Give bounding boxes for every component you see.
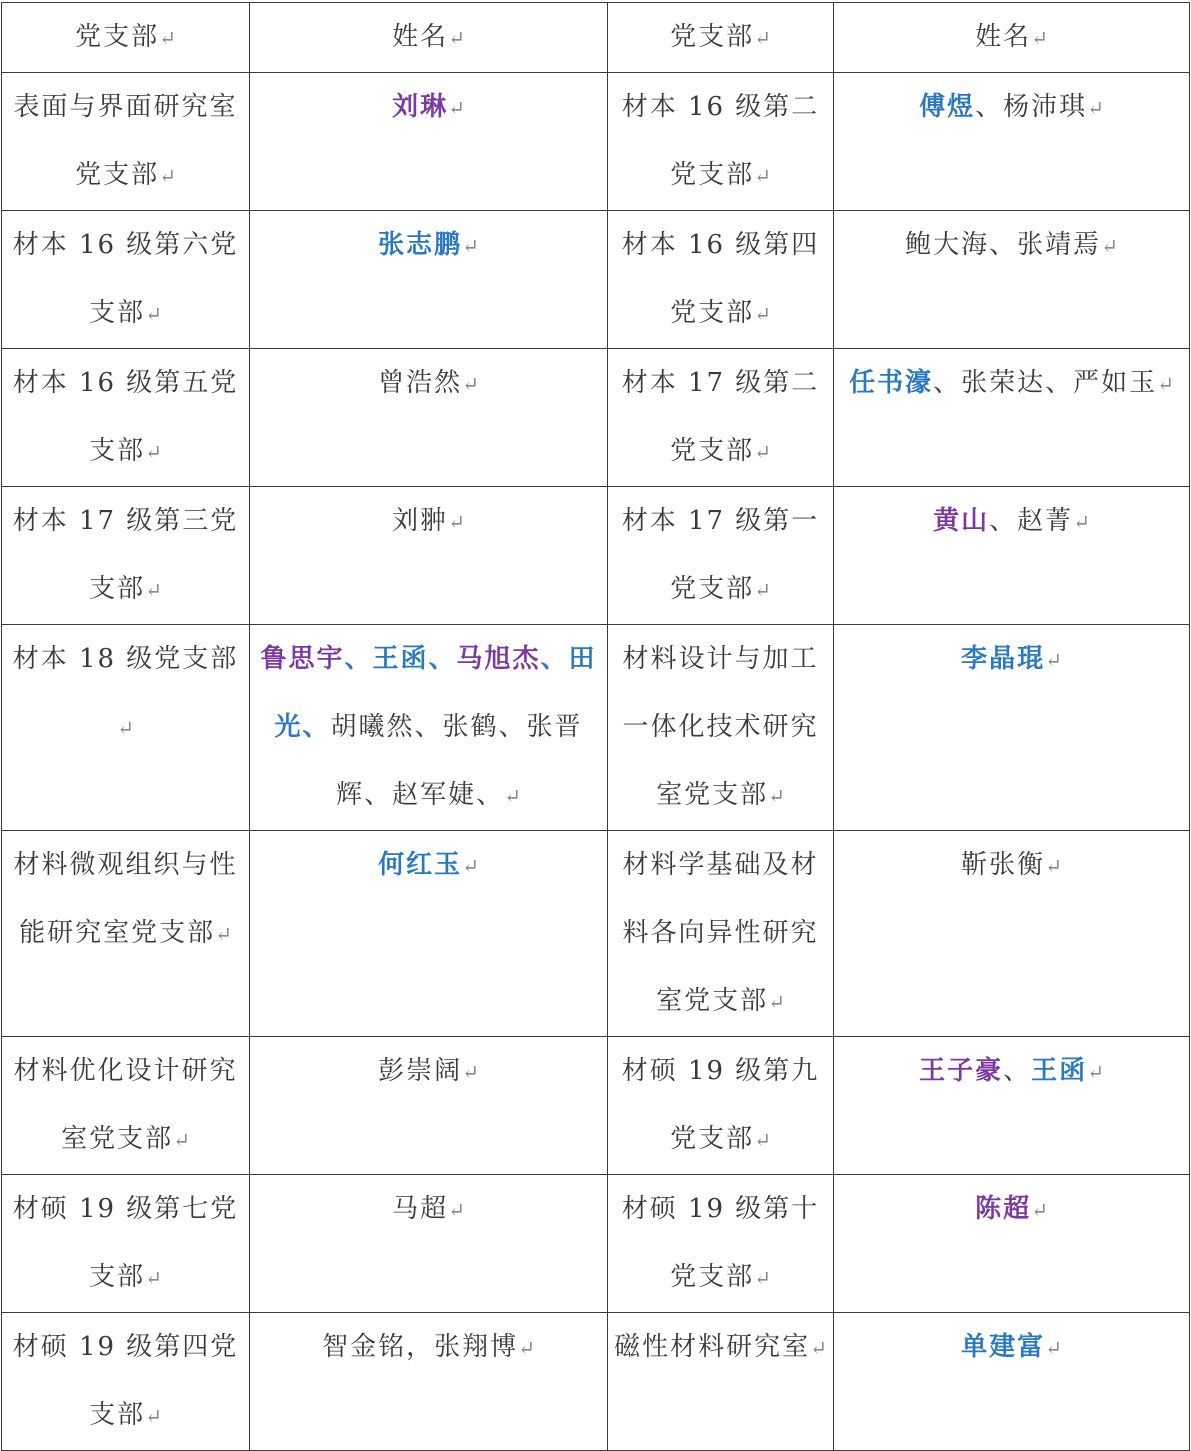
member-text [834, 1175, 1189, 1244]
return-mark-icon: ↵ [448, 26, 465, 50]
branch-name: 材料优化设计研究室党支部 [13, 1056, 238, 1154]
branch-cell [2, 73, 250, 211]
member-cell [250, 487, 608, 625]
branch-name: 材硕 19 级第九党支部 [621, 1056, 820, 1154]
branch-name: 材本 16 级第二党支部 [621, 92, 820, 190]
header-branch-label: 党支部 [75, 22, 160, 52]
branch-text [2, 487, 249, 624]
roster-body [2, 3, 1190, 1451]
table-row [2, 73, 1190, 211]
branch-name: 材硕 19 级第十党支部 [621, 1194, 820, 1292]
branch-text [2, 73, 249, 210]
table-row [2, 1175, 1190, 1313]
member-cell [250, 1037, 608, 1175]
member-name: 鲍大海、张靖焉 [905, 230, 1102, 260]
return-mark-icon: ↵ [173, 1128, 190, 1152]
member-name: 马旭杰 [456, 644, 541, 674]
member-name: 黄山 [933, 506, 990, 536]
return-mark-icon: ↵ [462, 372, 479, 396]
member-name: 、 [1003, 1056, 1032, 1086]
branch-cell [2, 1037, 250, 1175]
member-name: 智金铭，张翔博 [322, 1332, 519, 1362]
member-cell [834, 1313, 1190, 1451]
return-mark-icon: ↵ [754, 578, 771, 602]
branch-name: 磁性材料研究室 [614, 1332, 811, 1362]
member-text [250, 349, 607, 418]
return-mark-icon: ↵ [768, 784, 785, 808]
member-name: 曾浩然 [378, 368, 463, 398]
return-mark-icon: ↵ [448, 1198, 465, 1222]
return-mark-icon: ↵ [754, 1128, 771, 1152]
return-mark-icon: ↵ [145, 302, 162, 326]
member-name: 、 [540, 644, 569, 674]
return-mark-icon: ↵ [768, 990, 785, 1014]
branch-cell [2, 1313, 250, 1451]
table-row [2, 349, 1190, 487]
header-name-2 [834, 3, 1190, 73]
branch-cell [2, 487, 250, 625]
member-name: 、 [975, 92, 1004, 122]
table-row [2, 831, 1190, 1037]
branch-cell [608, 1175, 834, 1313]
branch-name: 材硕 19 级第七党支部 [12, 1194, 239, 1292]
branch-text [608, 211, 833, 348]
member-cell [250, 625, 608, 831]
table-row [2, 1313, 1190, 1451]
member-name: 鲁思宇 [260, 644, 345, 674]
branch-name: 材料设计与加工一体化技术研究室党支部 [622, 644, 819, 810]
member-cell [834, 349, 1190, 487]
return-mark-icon: ↵ [145, 1404, 162, 1428]
member-cell [250, 1175, 608, 1313]
return-mark-icon: ↵ [810, 1336, 827, 1360]
table-row [2, 211, 1190, 349]
branch-text [2, 625, 249, 762]
branch-text [608, 487, 833, 624]
return-mark-icon: ↵ [159, 26, 176, 50]
branch-text [2, 1037, 249, 1174]
branch-name: 材本 18 级党支部 [12, 644, 239, 674]
branch-name: 材本 16 级第六党支部 [12, 230, 239, 328]
member-cell [834, 211, 1190, 349]
return-mark-icon: ↵ [1045, 648, 1062, 672]
return-mark-icon: ↵ [117, 716, 134, 740]
return-mark-icon: ↵ [145, 440, 162, 464]
return-mark-icon: ↵ [462, 854, 479, 878]
return-mark-icon: ↵ [1031, 1198, 1048, 1222]
member-text [834, 625, 1189, 694]
member-text [250, 487, 607, 556]
table-row [2, 625, 1190, 831]
branch-text [608, 73, 833, 210]
branch-name: 材料学基础及材料各向异性研究室党支部 [622, 850, 819, 1016]
branch-text [608, 1313, 833, 1382]
return-mark-icon: ↵ [1073, 510, 1090, 534]
member-name: 、张荣达、严如玉 [933, 368, 1158, 398]
return-mark-icon: ↵ [1087, 1060, 1104, 1084]
branch-text [608, 349, 833, 486]
member-cell [834, 487, 1190, 625]
return-mark-icon: ↵ [462, 234, 479, 258]
header-row [2, 3, 1190, 73]
member-cell [250, 1313, 608, 1451]
return-mark-icon: ↵ [1045, 1336, 1062, 1360]
branch-text [2, 1175, 249, 1312]
return-mark-icon: ↵ [754, 440, 771, 464]
branch-name: 材本 17 级第一党支部 [621, 506, 820, 604]
member-name: 靳张衡 [961, 850, 1046, 880]
member-cell [834, 831, 1190, 1037]
branch-text [608, 1037, 833, 1174]
member-name: 刘琳 [392, 92, 449, 122]
branch-name: 材硕 19 级第四党支部 [12, 1332, 239, 1430]
return-mark-icon: ↵ [145, 1266, 162, 1290]
branch-cell [608, 625, 834, 831]
member-cell [250, 349, 608, 487]
return-mark-icon: ↵ [462, 1060, 479, 1084]
return-mark-icon: ↵ [145, 578, 162, 602]
member-cell [250, 73, 608, 211]
header-name-label: 姓名 [392, 22, 449, 52]
branch-text [608, 625, 833, 830]
member-name: 何红玉 [378, 850, 463, 880]
return-mark-icon: ↵ [754, 302, 771, 326]
member-name: 李晶琨 [961, 644, 1046, 674]
branch-text [608, 1175, 833, 1312]
member-name: 彭崇阔 [378, 1056, 463, 1086]
branch-text [2, 211, 249, 348]
branch-cell [608, 487, 834, 625]
return-mark-icon: ↵ [448, 96, 465, 120]
return-mark-icon: ↵ [1045, 854, 1062, 878]
branch-cell [608, 73, 834, 211]
branch-cell [2, 211, 250, 349]
branch-cell [2, 625, 250, 831]
member-text [834, 73, 1189, 142]
branch-name: 表面与界面研究室党支部 [13, 92, 238, 190]
branch-name: 材料微观组织与性能研究室党支部 [13, 850, 238, 948]
branch-name: 材本 16 级第五党支部 [12, 368, 239, 466]
member-text [250, 211, 607, 280]
branch-cell [608, 211, 834, 349]
member-text [250, 73, 607, 142]
member-cell [834, 73, 1190, 211]
member-name: 田光 [274, 644, 597, 742]
member-name: 王子豪 [919, 1056, 1004, 1086]
member-name: 、 [302, 712, 331, 742]
return-mark-icon: ↵ [504, 784, 521, 808]
member-name: 王函 [1031, 1056, 1088, 1086]
member-text [250, 831, 607, 900]
branch-text [2, 1313, 249, 1450]
roster-table [1, 2, 1190, 1451]
header-branch-1 [2, 3, 250, 73]
member-text [250, 1175, 607, 1244]
branch-text [2, 831, 249, 968]
branch-cell [608, 831, 834, 1037]
return-mark-icon: ↵ [754, 1266, 771, 1290]
return-mark-icon: ↵ [518, 1336, 535, 1360]
branch-cell [608, 349, 834, 487]
member-cell [250, 831, 608, 1037]
return-mark-icon: ↵ [1087, 96, 1104, 120]
header-name-label: 姓名 [975, 22, 1032, 52]
header-branch-label: 党支部 [670, 22, 755, 52]
member-name: 傅煜 [919, 92, 976, 122]
return-mark-icon: ↵ [1031, 26, 1048, 50]
return-mark-icon: ↵ [159, 164, 176, 188]
member-name: 王函 [372, 644, 429, 674]
return-mark-icon: ↵ [754, 26, 771, 50]
branch-cell [608, 1037, 834, 1175]
header-branch-2 [608, 3, 834, 73]
member-name: 、 [344, 644, 373, 674]
member-name: 张志鹏 [378, 230, 463, 260]
branch-cell [2, 1175, 250, 1313]
member-name: 单建富 [961, 1332, 1046, 1362]
member-cell [834, 1037, 1190, 1175]
member-text [250, 625, 607, 830]
branch-name: 材本 17 级第三党支部 [12, 506, 239, 604]
branch-name: 材本 17 级第二党支部 [621, 368, 820, 466]
branch-text [2, 349, 249, 486]
member-text [834, 487, 1189, 556]
member-name: 陈超 [975, 1194, 1032, 1224]
member-text [834, 831, 1189, 900]
member-name: 刘翀 [392, 506, 449, 536]
member-cell [834, 625, 1190, 831]
return-mark-icon: ↵ [754, 164, 771, 188]
member-text [834, 211, 1189, 280]
table-row [2, 1037, 1190, 1175]
return-mark-icon: ↵ [215, 922, 232, 946]
member-name: 任书濠 [849, 368, 934, 398]
branch-cell [608, 1313, 834, 1451]
member-name: 胡曦然、张鹤、张晋辉、赵军婕、 [330, 712, 583, 810]
table-row [2, 487, 1190, 625]
member-name: 、赵菁 [989, 506, 1074, 536]
member-name: 、 [428, 644, 457, 674]
branch-cell [2, 831, 250, 1037]
return-mark-icon: ↵ [1101, 234, 1118, 258]
branch-text [608, 831, 833, 1036]
member-cell [834, 1175, 1190, 1313]
member-text [834, 349, 1189, 418]
return-mark-icon: ↵ [448, 510, 465, 534]
branch-name: 材本 16 级第四党支部 [621, 230, 820, 328]
return-mark-icon: ↵ [1157, 372, 1174, 396]
member-text [250, 1037, 607, 1106]
member-text [834, 1037, 1189, 1106]
member-cell [250, 211, 608, 349]
header-name-1 [250, 3, 608, 73]
member-name: 杨沛琪 [1003, 92, 1088, 122]
member-text [834, 1313, 1189, 1382]
branch-cell [2, 349, 250, 487]
member-text [250, 1313, 607, 1382]
member-name: 马超 [392, 1194, 449, 1224]
